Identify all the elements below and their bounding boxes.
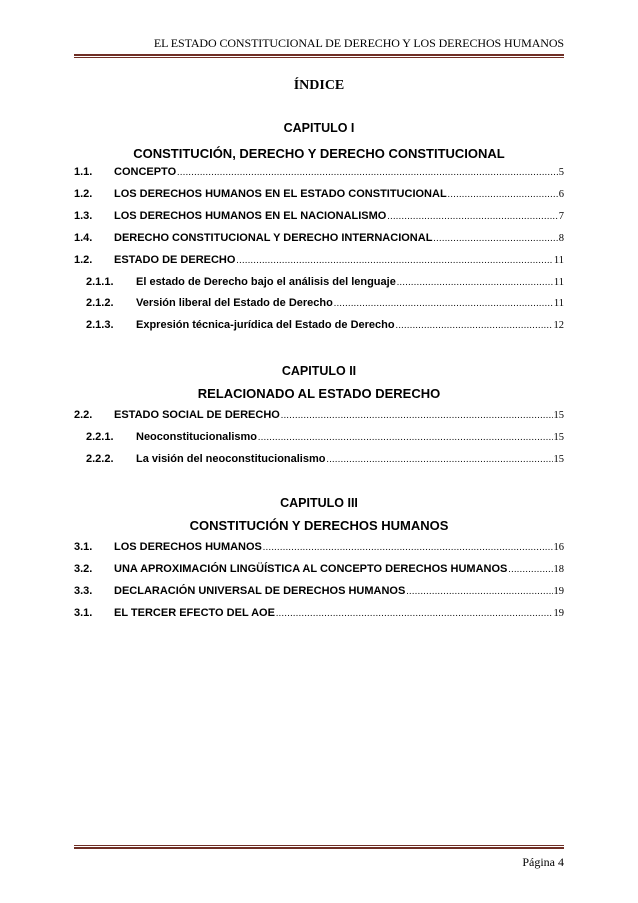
toc-entry-page: 11 <box>553 255 564 266</box>
toc-entry-label: DERECHO CONSTITUCIONAL Y DERECHO INTERNACIONAL <box>114 232 433 244</box>
chapter-3-label: CAPITULO III <box>280 496 358 510</box>
toc-entry-label: DECLARACIÓN UNIVERSAL DE DERECHOS HUMANOS <box>114 585 406 597</box>
toc-entry-page: 15 <box>553 432 564 443</box>
toc-entry-label: La visión del neoconstitucionalismo <box>136 453 326 465</box>
toc-subentry[interactable] <box>86 453 564 469</box>
toc-entry-page: 16 <box>553 542 564 553</box>
toc-entry-number: 1.1. <box>74 166 93 178</box>
toc-entry-number: 3.3. <box>74 585 93 597</box>
chapter-2-title: RELACIONADO AL ESTADO DERECHO <box>197 386 441 401</box>
toc-subentry[interactable] <box>86 297 564 313</box>
toc-leader <box>326 454 552 464</box>
toc-entry-label: Expresión técnica-jurídica del Estado de Derecho <box>136 319 395 331</box>
toc-leader <box>396 320 553 330</box>
toc-entry-number: 1.2. <box>74 188 93 200</box>
toc-entry-label: LOS DERECHOS HUMANOS <box>114 541 262 553</box>
running-header: EL ESTADO CONSTITUCIONAL DE DERECHO Y LOS DERECHOS HUMANOS <box>153 36 564 50</box>
footer-rule <box>74 845 564 849</box>
toc-leader <box>281 410 553 420</box>
toc-entry-page: 6 <box>558 189 564 200</box>
toc-entry-page: 15 <box>553 410 564 421</box>
toc-subentry[interactable] <box>86 319 564 335</box>
chapter-1-title: CONSTITUCIÓN, DERECHO Y DERECHO CONSTITUCIONAL <box>133 146 505 161</box>
toc-subentry[interactable] <box>86 431 564 447</box>
toc-leader <box>236 255 552 265</box>
toc-entry[interactable] <box>74 254 564 270</box>
toc-entry-page: 19 <box>553 608 564 619</box>
toc-entry[interactable] <box>74 188 564 204</box>
page-number: Página 4 <box>522 855 564 869</box>
index-title: ÍNDICE <box>293 78 345 93</box>
toc-entry-label: CONCEPTO <box>114 166 177 178</box>
toc-entry-number: 1.4. <box>74 232 93 244</box>
toc-entry-number: 2.1.3. <box>86 319 114 331</box>
toc-entry-number: 3.1. <box>74 607 93 619</box>
toc-entry-label: ESTADO DE DERECHO <box>114 254 236 266</box>
toc-leader <box>508 564 552 574</box>
toc-entry-page: 12 <box>553 320 564 331</box>
toc-entry-number: 2.2.2. <box>86 453 114 465</box>
toc-entry-page: 8 <box>558 233 564 244</box>
toc-entry-label: LOS DERECHOS HUMANOS EN EL NACIONALISMO <box>114 210 387 222</box>
chapter-2-label: CAPITULO II <box>281 364 357 378</box>
toc-entry-page: 5 <box>558 167 564 178</box>
toc-entry-page: 11 <box>553 277 564 288</box>
toc-leader <box>263 542 553 552</box>
toc-subentry[interactable] <box>86 276 564 292</box>
toc-entry-number: 2.2.1. <box>86 431 114 443</box>
toc-leader <box>397 277 553 287</box>
toc-entry[interactable] <box>74 541 564 557</box>
toc-entry[interactable] <box>74 210 564 226</box>
toc-entry[interactable] <box>74 409 564 425</box>
toc-entry-label: Neoconstitucionalismo <box>136 431 258 443</box>
toc-entry-number: 3.2. <box>74 563 93 575</box>
chapter-3-title: CONSTITUCIÓN Y DERECHOS HUMANOS <box>189 518 449 533</box>
toc-entry-number: 3.1. <box>74 541 93 553</box>
toc-entry[interactable] <box>74 607 564 623</box>
toc-entry-label: EL TERCER EFECTO DEL AOE <box>114 607 275 619</box>
toc-entry-page: 15 <box>553 454 564 465</box>
toc-leader <box>258 432 552 442</box>
toc-entry-page: 18 <box>553 564 564 575</box>
toc-leader <box>334 298 553 308</box>
toc-leader <box>177 167 558 177</box>
toc-leader <box>448 189 558 199</box>
toc-leader <box>276 608 553 618</box>
toc-entry-label: El estado de Derecho bajo el análisis del lenguaje <box>136 276 396 288</box>
toc-entry-number: 2.1.2. <box>86 297 114 309</box>
toc-entry-page: 11 <box>553 298 564 309</box>
toc-entry-number: 1.3. <box>74 210 93 222</box>
toc-entry-label: UNA APROXIMACIÓN LINGÜÍSTICA AL CONCEPTO DERECHOS HUMANOS <box>114 563 508 575</box>
toc-leader <box>406 586 552 596</box>
toc-entry-page: 19 <box>553 586 564 597</box>
toc-leader <box>387 211 557 221</box>
toc-entry-number: 1.2. <box>74 254 93 266</box>
header-rule <box>74 54 564 58</box>
toc-entry-number: 2.2. <box>74 409 93 421</box>
toc-entry-number: 2.1.1. <box>86 276 114 288</box>
toc-entry-label: Versión liberal del Estado de Derecho <box>136 297 333 309</box>
toc-entry-label: ESTADO SOCIAL DE DERECHO <box>114 409 280 421</box>
chapter-1-label: CAPITULO I <box>283 121 355 135</box>
toc-entry[interactable] <box>74 585 564 601</box>
toc-entry[interactable] <box>74 563 564 579</box>
toc-entry[interactable] <box>74 232 564 248</box>
toc-leader <box>433 233 557 243</box>
toc-entry-page: 7 <box>558 211 564 222</box>
toc-entry[interactable] <box>74 166 564 182</box>
toc-entry-label: LOS DERECHOS HUMANOS EN EL ESTADO CONSTITUCIONAL <box>114 188 447 200</box>
